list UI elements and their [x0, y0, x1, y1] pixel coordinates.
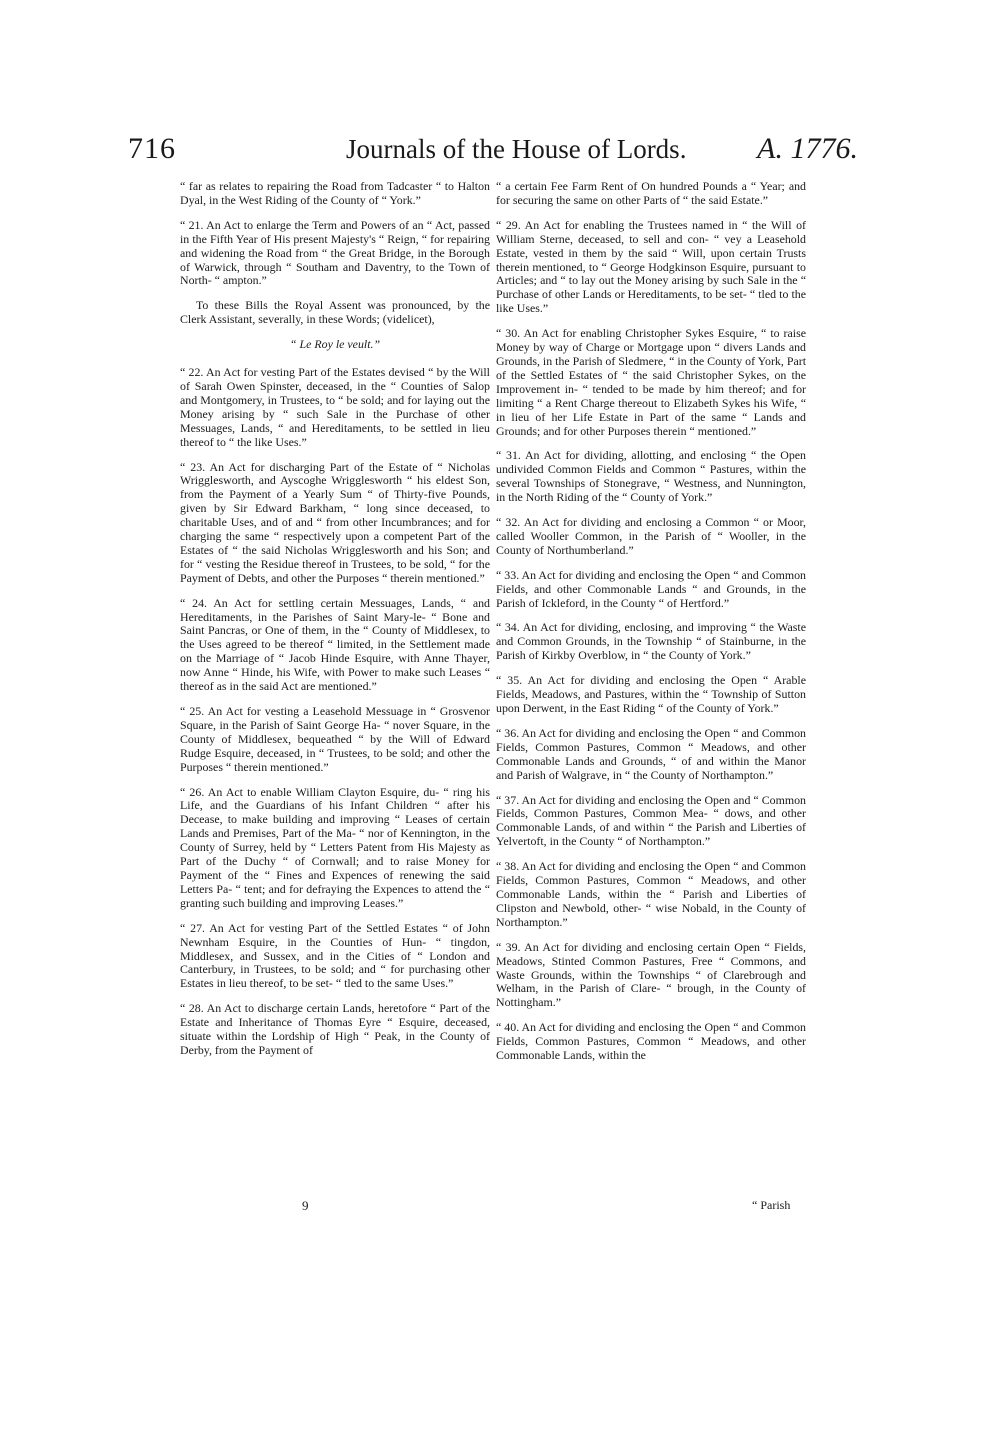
paragraph: “ 28. An Act to discharge certain Lands, heretofore “ Part of the Estate and Inheritance of Thomas Eyre “ Esquire, deceased, situate within the Lordship of High “ Peak, in the County of Derby, from the Payment of [180, 1001, 490, 1057]
paragraph: “ 35. An Act for dividing and enclosing the Open “ Arable Fields, Meadows, and Pastures, within the “ Township of Sutton upon Derwent, in the East Riding “ of the County of York.” [496, 673, 806, 715]
catchword: “ Parish [752, 1198, 791, 1212]
year-label: A. 1776. [757, 132, 858, 165]
paragraph: “ 23. An Act for discharging Part of the Estate of “ Nicholas Wrigglesworth, and Ayscoghe Wrigglesworth “ his eldest Son, from the Payment of a Yearly Sum “ of Thirty-five Pounds, given by Sir Edward Barkham, “ long since deceased, to charitable Uses, and of and “ from other Incumbrances; and for charging the same “ respectively upon a competent Part of the Estates of “ the said Nicholas Wrigglesworth and his Son; and for “ vesting the Residue thereof in Trustees, to be sold, “ for the Payment of Debts, and other the Purposes “ therein mentioned.” [180, 459, 490, 585]
paragraph: “ 30. An Act for enabling Christopher Sykes Esquire, “ to raise Money by way of Charge or Mortgage upon “ divers Lands and Grounds, in the Parish of Sledmere, “ in the County of York, Part of the Settled Estates of “ the said Christopher Sykes, on the Improvement in- “ tended to be made by him thereof; and for limiting “ a Rent Charge thereout to Elizabeth Sykes his Wife, “ in lieu of her Life Estate in Part of the same “ Lands and Grounds; and for other Purposes therein “ mentioned.” [496, 326, 806, 438]
paragraph: “ 26. An Act to enable William Clayton Esquire, du- “ ring his Life, and the Guardians of his Infant Children “ after his Decease, to make building and improving “ Leases of certain Lands and Premises, Part of the Ma- “ nor of Kennington, in the County of Surrey, held by “ Letters Patent from His Majesty as Part of the Duchy “ of Cornwall; and to raise Money for Payment of the “ Fines and Expences of renewing the said Letters Pa- “ tent; and for defraying the Expences to attend the “ granting such building and improving Leases.” [180, 784, 490, 910]
paragraph: “ 40. An Act for dividing and enclosing the Open “ and Common Fields, Common Pastures, Common “ Meadows, and other Commonable Lands, within the [496, 1020, 806, 1063]
paragraph: “ 36. An Act for dividing and enclosing the Open “ and Common Fields, Common Pastures, Common “ Meadows, and other Commonable Lands and Grounds, “ of and within the Manor and Parish of Walgrave, in “ the County of Northampton.” [496, 725, 806, 782]
paragraph: To these Bills the Royal Assent was pronounced, by the Clerk Assistant, severally, in these Words; (videlicet), [180, 298, 490, 327]
paragraph: “ 25. An Act for vesting a Leasehold Messuage in “ Grosvenor Square, in the Parish of Saint George Ha- “ nover Square, in the County of Middlesex, bequeathed “ by the Will of Edward Rudge Esquire, deceased, in “ Trustees, to be sold; and other the Purposes “ therein mentioned.” [180, 704, 490, 774]
paragraph: “ 32. An Act for dividing and enclosing a Common “ or Moor, called Wooller Common, in the Parish of “ Wooller, in the County of Northumberland.” [496, 515, 806, 557]
paragraph: “ 39. An Act for dividing and enclosing certain Open “ Fields, Meadows, Stinted Common Pastures, Free “ Commons, and Waste Grounds, within the Townships “ of Clarebrough and Welham, in the Parish of Clare- “ brough, in the County of Nottingham.” [496, 939, 806, 1010]
right-column [496, 180, 806, 1074]
paragraph: “ 33. An Act for dividing and enclosing the Open “ and Common Fields, and other Commonable Lands “ and Grounds, in the Parish of Ickleford, in the County “ of Hertford.” [496, 567, 806, 610]
paragraph: “ 21. An Act to enlarge the Term and Powers of an “ Act, passed in the Fifth Year of His present Majesty's “ Reign, “ for repairing and widening the Road from “ the Great Bridge, in the Borough of Warwick, through “ Southam and Daventry, to the Town of North- “ ampton.” [180, 217, 490, 288]
paragraph: “ 31. An Act for dividing, allotting, and enclosing “ the Open undivided Common Fields and Common “ Pastures, within the several Townships of Stonegrave, “ Westness, and Nunnington, in the North Riding of the “ County of York.” [496, 448, 806, 505]
paragraph: “ 22. An Act for vesting Part of the Estates devised “ by the Will of Sarah Owen Spinster, deceased, in the “ Counties of Salop and Montgomery, in Trustees, to “ be sold; and for laying out the Money arising by “ such Sale in the Purchase of other Messuages, Lands, “ and Hereditaments, to be settled in lieu thereof to “ the like Uses.” [180, 365, 490, 449]
paragraph: “ 24. An Act for settling certain Messuages, Lands, “ and Hereditaments, in the Parishes of Saint Mary-le- “ Bone and Saint Pancras, or One of them, in the “ County of Middlesex, to the Uses agreed to be thereof “ limited, in the Settlement made on the Marriage of “ Jacob Hinde Esquire, with Anne Thayer, now Anne “ Hinde, his Wife, with Power to make such Leases “ thereof as in the said Act are mentioned.” [180, 595, 490, 694]
paragraph: “ far as relates to repairing the Road from Tadcaster “ to Halton Dyal, in the West Riding of the County of “ York.” [180, 179, 490, 207]
paragraph: “ 29. An Act for enabling the Trustees named in “ the Will of William Sterne, deceased, to sell and con- “ vey a Leasehold Estate, vested in them by the said “ Will, upon certain Trusts therein mentioned, to “ George Hodgkinson Esquire, pursuant to Articles; and “ to lay out the Money arising by such Sale in the “ Purchase of other Lands or Hereditaments, to be set- “ tled to the like Uses.” [496, 217, 806, 316]
signature-mark: 9 [302, 1198, 309, 1213]
paragraph: “ 27. An Act for vesting Part of the Settled Estates “ of John Newnham Esquire, in the Counties of Hun- “ tingdon, Middlesex, and Sussex, and in the Cities of “ London and Canterbury, in Trustees, to be sold; and “ for purchasing other Estates in lieu thereof, to be set- “ tled to the same Uses.” [180, 920, 490, 991]
paragraph: “ 38. An Act for dividing and enclosing the Open “ and Common Fields, Common Pastures, Common “ Meadows, and other Commonable Lands, within the “ Parish and Liberties of Clipston and Newbold, other- “ wise Nobald, in the County of Northampton.” [496, 859, 806, 929]
royal-assent-formula: “ Le Roy le veult.” [289, 337, 381, 352]
page-header [128, 128, 858, 172]
left-column [180, 180, 490, 1069]
paragraph: “ a certain Fee Farm Rent of On hundred Pounds a “ Year; and for securing the same on other Parts of “ the said Estate.” [496, 179, 806, 207]
paragraph: “ 34. An Act for dividing, enclosing, and improving “ the Waste and Common Grounds, in the Township “ of Stainburne, in the Parish of Kirkby Overblow, in “ the County of York.” [496, 620, 806, 663]
running-title: Journals of the House of Lords. [346, 134, 687, 164]
page-number: 716 [128, 132, 176, 165]
paragraph: “ 37. An Act for dividing and enclosing the Open and “ Common Fields, Common Pastures, Common Mea- “ dows, and other Commonable Lands, of and within “ the Parish and Liberties of Yelvertoft, in the County “ of Northampton.” [496, 792, 806, 849]
